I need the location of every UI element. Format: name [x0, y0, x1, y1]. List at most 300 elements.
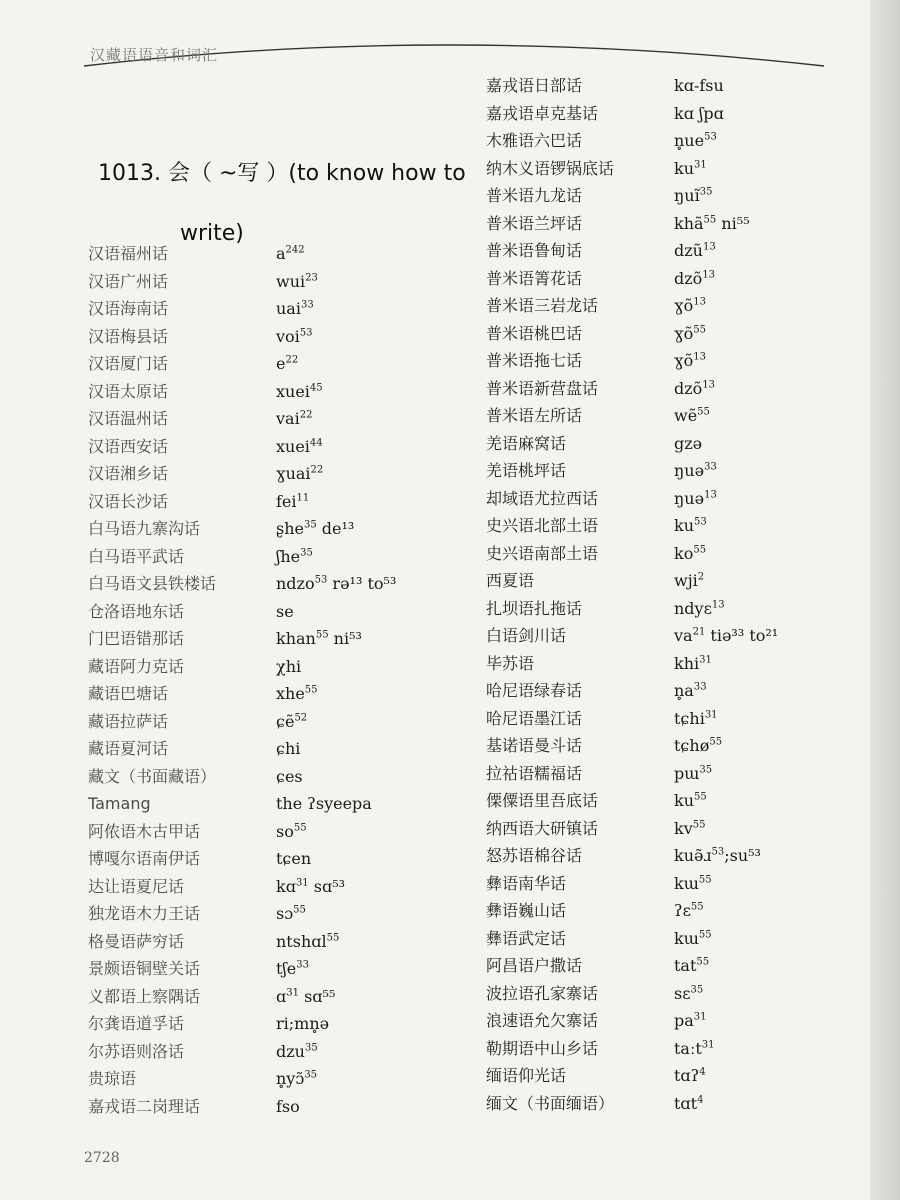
language-name: 义都语上察隅话 — [88, 986, 201, 1006]
form-text: voi — [276, 326, 300, 346]
form-text: khã — [674, 213, 704, 233]
language-name: 普米语鲁甸话 — [486, 241, 583, 260]
word-form — [276, 763, 303, 791]
tone-number: 33 — [300, 299, 314, 311]
form-text: ŋuĩ — [674, 186, 700, 205]
entry-row — [486, 760, 886, 788]
entry-row — [486, 320, 886, 348]
entry-row — [88, 295, 488, 323]
language-name: 羌语麻窝话 — [486, 433, 567, 453]
tone-number: 22 — [310, 464, 324, 476]
entry-row — [486, 100, 886, 128]
tone-number: 31 — [693, 1011, 707, 1023]
language-name: 博嘎尔语南伊话 — [88, 849, 201, 868]
entry-row — [486, 155, 886, 183]
entry-row — [88, 405, 488, 433]
entry-row — [88, 625, 488, 653]
tone-number: 55 — [694, 791, 707, 803]
word-form — [674, 485, 717, 513]
language-name: 羌语桃坪话 — [486, 461, 567, 480]
word-form — [276, 1065, 317, 1093]
tone-number: 55 — [693, 544, 707, 556]
form-text: ŋuə — [674, 461, 705, 480]
entry-row — [88, 1065, 488, 1093]
tone-number: 55 — [690, 901, 704, 913]
entry-row — [486, 402, 886, 430]
language-name: 彝语武定话 — [486, 928, 567, 948]
form-continuation: sɑ⁵³ — [308, 876, 346, 896]
language-name: 史兴语北部土语 — [486, 516, 599, 535]
tone-number: 55 — [293, 822, 307, 834]
word-form — [674, 925, 712, 953]
word-form — [674, 430, 702, 458]
form-continuation: ;su⁵³ — [724, 846, 761, 865]
entry-row — [88, 543, 488, 571]
tone-number: 53 — [704, 131, 717, 143]
form-text: kɯ — [674, 873, 699, 893]
word-form — [674, 897, 704, 925]
word-form — [674, 375, 715, 403]
tone-number: 22 — [299, 409, 313, 421]
tone-number: 35 — [699, 186, 713, 198]
word-form — [674, 705, 718, 733]
language-name: 西夏语 — [486, 571, 535, 590]
word-form — [276, 543, 313, 571]
word-form — [674, 402, 710, 430]
entry-row — [88, 570, 488, 598]
form-text: ɣõ — [674, 323, 694, 343]
entry-row — [486, 237, 886, 265]
language-name: 嘉戎语二岗理话 — [88, 1096, 201, 1116]
tone-number: 31 — [295, 877, 309, 889]
form-text: pɯ — [674, 763, 700, 783]
word-form — [674, 1090, 703, 1118]
tone-number: 242 — [285, 244, 305, 256]
language-name: 格曼语萨穷话 — [88, 931, 185, 951]
language-name: 汉语梅县话 — [88, 326, 169, 346]
form-text: ɕhi — [276, 739, 301, 758]
word-form — [276, 818, 307, 846]
form-continuation: de¹³ — [316, 519, 355, 538]
tone-number: 55 — [693, 324, 706, 336]
language-name: 汉语广州话 — [88, 271, 169, 291]
tone-number: 4 — [699, 1066, 706, 1078]
entry-title-line1: 1013. 会（ ~写 ）(to know how to — [98, 161, 466, 186]
form-continuation: rə¹³ to⁵³ — [327, 574, 397, 593]
tone-number: 55 — [696, 956, 710, 968]
language-name: 贵琼语 — [88, 1069, 137, 1088]
word-form — [674, 292, 706, 320]
word-form — [674, 100, 724, 128]
entry-row — [88, 680, 488, 708]
form-text: xhe — [276, 684, 305, 703]
word-form — [674, 760, 712, 788]
word-form — [674, 952, 709, 980]
form-text: se — [276, 601, 294, 621]
entry-row — [88, 1010, 488, 1038]
language-name: 汉语福州话 — [88, 244, 169, 263]
word-form — [674, 815, 705, 843]
form-text: khi — [674, 653, 700, 673]
entry-row — [88, 763, 488, 791]
language-name: 汉语西安话 — [88, 436, 169, 456]
word-form — [674, 210, 750, 238]
entry-row — [88, 653, 488, 681]
running-title: 汉藏语语音和词汇 — [90, 46, 219, 64]
language-name: 扎坝语扎拖话 — [486, 598, 583, 618]
entry-row — [88, 268, 488, 296]
word-form — [674, 870, 712, 898]
language-name: 普米语九龙话 — [486, 186, 583, 205]
entry-row — [486, 1035, 886, 1063]
language-name: 彝语南华话 — [486, 873, 567, 893]
language-name: 白马语平武话 — [88, 546, 185, 566]
word-form — [276, 928, 339, 956]
tone-number: 33 — [296, 959, 309, 971]
entry-row — [486, 595, 886, 623]
word-form — [276, 268, 318, 296]
entry-row — [486, 980, 886, 1008]
language-name: 藏文（书面藏语） — [88, 766, 217, 786]
word-form — [674, 1007, 707, 1035]
word-form — [276, 378, 323, 406]
entry-row — [486, 485, 886, 513]
entry-row — [486, 732, 886, 760]
word-form — [674, 787, 707, 815]
tone-number: 53 — [694, 516, 707, 528]
language-name: 嘉戎语卓克基话 — [486, 103, 599, 123]
form-text: ntshɑl — [276, 931, 327, 951]
tone-number: 35 — [690, 984, 704, 996]
word-form — [276, 240, 305, 268]
form-text: wji — [674, 571, 698, 590]
form-text: gzə — [674, 433, 703, 453]
entry-row — [486, 952, 886, 980]
form-text: taːt — [674, 1038, 702, 1058]
form-text: fso — [276, 1096, 300, 1116]
tone-number: 13 — [702, 379, 716, 391]
tone-number: 33 — [693, 681, 707, 693]
language-name: 缅文（书面缅语） — [486, 1093, 615, 1113]
language-name: 汉语湘乡话 — [88, 464, 169, 483]
tone-number: 55 — [703, 214, 717, 226]
word-form — [276, 873, 345, 901]
entry-row — [486, 457, 886, 485]
language-name: 普米语新营盘话 — [486, 378, 599, 398]
tone-number: 45 — [309, 382, 323, 394]
word-form — [276, 598, 294, 626]
language-name: 白马语九寨沟话 — [88, 519, 201, 538]
tone-number: 55 — [709, 736, 723, 748]
tone-number: 44 — [309, 437, 323, 449]
entry-row — [88, 873, 488, 901]
word-form — [674, 237, 716, 265]
word-form — [276, 653, 301, 681]
tone-number: 33 — [704, 461, 717, 473]
entry-row — [88, 955, 488, 983]
tone-number: 55 — [326, 932, 340, 944]
entry-row — [88, 845, 488, 873]
word-form — [674, 347, 706, 375]
language-name: 普米语桃巴话 — [486, 323, 583, 343]
word-form — [674, 650, 712, 678]
language-name: 彝语巍山话 — [486, 901, 567, 920]
entry-row — [88, 818, 488, 846]
tone-number: 2 — [697, 571, 705, 583]
entry-row — [486, 705, 886, 733]
word-form — [674, 1035, 715, 1063]
language-name: 汉语长沙话 — [88, 491, 169, 511]
entry-row — [486, 265, 886, 293]
language-name: 阿昌语户撒话 — [486, 956, 583, 975]
tone-number: 55 — [304, 684, 318, 696]
entry-row — [486, 1007, 886, 1035]
language-name: 普米语箐花话 — [486, 268, 583, 288]
language-name: 拉祜语糯福话 — [486, 763, 583, 783]
tone-number: 55 — [698, 874, 712, 886]
form-text: kɑ — [276, 876, 296, 896]
form-text: ɣõ — [674, 351, 694, 370]
form-text: ko — [674, 543, 694, 563]
language-name: 缅语仰光话 — [486, 1066, 567, 1085]
entry-row — [486, 650, 886, 678]
language-name: 尔苏语则洛话 — [88, 1041, 185, 1061]
language-name: 纳木义语锣锅底话 — [486, 158, 615, 178]
form-text: ɑ — [276, 986, 287, 1006]
entry-row — [88, 323, 488, 351]
form-text: ʂhe — [276, 519, 304, 538]
tone-number: 52 — [294, 712, 308, 724]
word-form — [276, 625, 362, 653]
entry-row — [88, 1038, 488, 1066]
tone-number: 4 — [697, 1094, 704, 1106]
tone-number: 13 — [702, 269, 716, 281]
word-form — [674, 540, 706, 568]
entry-row — [486, 127, 886, 155]
word-form — [276, 295, 314, 323]
tone-number: 13 — [693, 296, 706, 308]
language-name: 白马语文县铁楼话 — [88, 574, 217, 593]
form-text: ɕes — [276, 766, 303, 786]
word-form — [276, 983, 335, 1011]
entry-row — [88, 790, 488, 818]
form-text: n̥ue — [674, 131, 705, 150]
word-form — [276, 1038, 318, 1066]
word-form — [674, 265, 715, 293]
tone-number: 21 — [692, 626, 706, 638]
entry-row — [486, 347, 886, 375]
tone-number: 13 — [704, 489, 717, 501]
word-form — [276, 350, 298, 378]
form-text: sɔ — [276, 904, 294, 923]
tone-number: 31 — [694, 159, 707, 171]
entry-row — [486, 540, 886, 568]
word-form — [276, 900, 306, 928]
form-text: n̥a — [674, 681, 694, 700]
form-continuation: sɑ⁵⁵ — [298, 986, 336, 1006]
tone-number: 35 — [304, 1069, 318, 1081]
tone-number: 13 — [693, 351, 706, 363]
form-text: pa — [674, 1011, 694, 1030]
form-text: n̥yɔ̃ — [276, 1069, 305, 1088]
word-form — [674, 842, 761, 870]
word-form — [276, 433, 323, 461]
word-form — [674, 732, 722, 760]
tone-number: 35 — [303, 519, 317, 531]
entry-row — [88, 735, 488, 763]
word-form — [674, 980, 703, 1008]
word-form — [276, 955, 309, 983]
word-form — [276, 515, 354, 543]
entry-row — [486, 897, 886, 925]
form-continuation: ni⁵³ — [328, 629, 362, 648]
form-text: ku — [674, 791, 694, 810]
word-form — [674, 72, 724, 100]
language-name: 嘉戎语日部话 — [486, 76, 583, 95]
entry-row — [88, 488, 488, 516]
word-form — [276, 323, 313, 351]
entry-row — [486, 182, 886, 210]
entry-row — [88, 708, 488, 736]
form-text: ʃhe — [276, 546, 301, 566]
language-name: Tamang — [88, 794, 151, 813]
entry-row — [486, 1062, 886, 1090]
form-text: a — [276, 244, 286, 263]
form-text: χhi — [276, 656, 302, 676]
language-name: 汉语太原话 — [88, 381, 169, 401]
entry-row — [88, 350, 488, 378]
form-text: tɑt — [674, 1093, 698, 1113]
form-text: tɑʔ — [674, 1066, 700, 1085]
tone-number: 55 — [293, 904, 306, 916]
word-form — [276, 570, 396, 598]
word-form — [674, 457, 717, 485]
form-continuation: tiə³³ to²¹ — [705, 626, 779, 645]
form-text: wẽ — [674, 406, 698, 425]
form-text: tɕhi — [674, 708, 705, 728]
language-name: 门巴语错那话 — [88, 629, 185, 648]
language-name: 藏语拉萨话 — [88, 711, 169, 731]
form-text: kɑ ʃpɑ — [674, 103, 724, 123]
left-column — [88, 240, 488, 1120]
form-text: kuə̃ɹ — [674, 846, 712, 865]
tone-number: 22 — [285, 354, 299, 366]
language-name: 却域语尤拉西话 — [486, 488, 599, 508]
language-name: 尔龚语道孚话 — [88, 1014, 185, 1033]
entry-row — [88, 1093, 488, 1121]
word-form — [674, 1062, 706, 1090]
entry-row — [88, 900, 488, 928]
language-name: 白语剑川话 — [486, 626, 567, 645]
tone-number: 55 — [315, 629, 329, 641]
language-name: 毕苏语 — [486, 653, 535, 673]
entry-row — [486, 375, 886, 403]
language-name: 仓洛语地东话 — [88, 601, 185, 621]
form-text: the ʔsyeepa — [276, 794, 372, 813]
language-name: 藏语巴塘话 — [88, 684, 169, 703]
entry-row — [88, 460, 488, 488]
tone-number: 55 — [692, 819, 706, 831]
form-text: va — [674, 626, 693, 645]
tone-number: 11 — [296, 492, 310, 504]
language-name: 藏语阿力克话 — [88, 656, 185, 676]
form-text: fei — [276, 491, 297, 511]
tone-number: 55 — [698, 929, 712, 941]
form-text: wui — [276, 271, 306, 291]
form-text: khan — [276, 629, 316, 648]
tone-number: 13 — [711, 599, 725, 611]
entry-row — [486, 1090, 886, 1118]
form-text: ku — [674, 516, 694, 535]
language-name: 哈尼语绿春话 — [486, 681, 583, 700]
tone-number: 31 — [704, 709, 718, 721]
form-text: ŋuə — [674, 488, 705, 508]
entry-row — [88, 433, 488, 461]
form-text: sɛ — [674, 983, 691, 1003]
entry-row — [486, 210, 886, 238]
tone-number: 55 — [697, 406, 710, 418]
language-name: 达让语夏尼话 — [88, 876, 185, 896]
form-text: tat — [674, 956, 697, 975]
entry-row — [88, 240, 488, 268]
language-name: 史兴语南部土语 — [486, 543, 599, 563]
language-name: 汉语温州话 — [88, 409, 169, 428]
form-text: vai — [276, 409, 300, 428]
entry-title-line2: write) — [180, 221, 244, 246]
word-form — [276, 488, 309, 516]
entry-row — [486, 870, 886, 898]
language-name: 浪速语允欠寨话 — [486, 1011, 599, 1030]
language-name: 独龙语木力王话 — [88, 904, 201, 923]
language-name: 普米语三岩龙话 — [486, 296, 599, 315]
tone-number: 31 — [699, 654, 712, 666]
tone-number: 53 — [314, 574, 328, 586]
word-form — [674, 182, 712, 210]
word-form — [276, 790, 372, 818]
tone-number: 53 — [711, 846, 725, 858]
form-text: dzũ — [674, 241, 703, 260]
form-text: dzõ — [674, 378, 703, 398]
page-number: 2728 — [84, 1150, 120, 1166]
form-text: xuei — [276, 381, 310, 401]
language-name: 汉语海南话 — [88, 299, 169, 318]
tone-number: 53 — [299, 327, 313, 339]
language-name: 纳西语大研镇话 — [486, 818, 599, 838]
word-form — [276, 680, 318, 708]
tone-number: 35 — [300, 547, 313, 559]
word-form — [276, 845, 311, 873]
tone-number: 35 — [304, 1042, 318, 1054]
language-name: 普米语左所话 — [486, 406, 583, 425]
form-text: tʃe — [276, 959, 297, 978]
word-form — [276, 460, 323, 488]
entry-row — [88, 598, 488, 626]
form-text: ndyɛ — [674, 598, 712, 618]
form-text: ndzo — [276, 574, 315, 593]
entry-row — [88, 515, 488, 543]
word-form — [674, 155, 707, 183]
entry-row — [486, 815, 886, 843]
word-form — [674, 677, 707, 705]
language-name: 汉语厦门话 — [88, 354, 169, 373]
form-text: ɣõ — [674, 296, 694, 315]
tone-number: 31 — [701, 1039, 715, 1051]
form-text: tɕhø — [674, 736, 710, 755]
form-text: ɣuai — [276, 464, 311, 483]
entry-row — [486, 787, 886, 815]
language-name: 阿侬语木古甲话 — [88, 821, 201, 841]
entry-row — [486, 622, 886, 650]
